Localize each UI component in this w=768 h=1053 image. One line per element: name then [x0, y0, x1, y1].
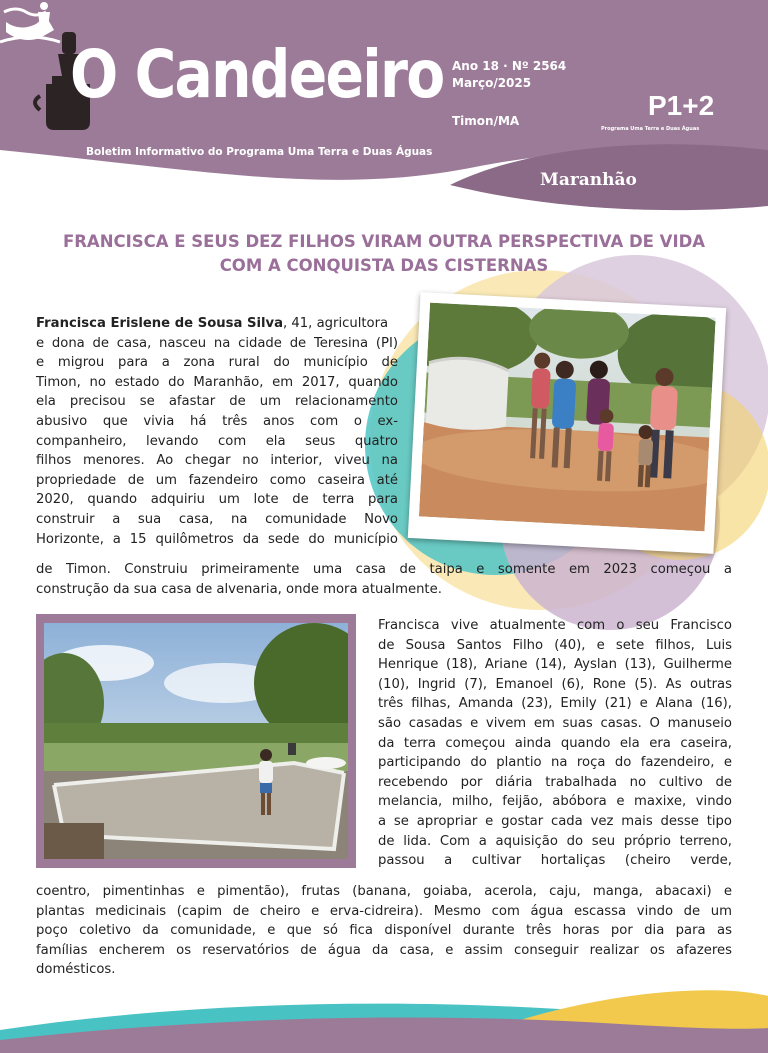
family-photo	[408, 292, 726, 554]
text-line: melancia, milho, feijão, abóbora e maxixe, vindo	[378, 794, 732, 810]
text-line: Francisca vive atualmente com o seu Francisco	[378, 618, 732, 633]
paragraph-2	[378, 616, 732, 871]
text-line: propriedade de um fazendeiro como caseira até	[36, 472, 398, 488]
family-photo-image	[419, 303, 716, 532]
text-line: Horizonte, a 15 quilômetros da sede do município	[36, 531, 398, 547]
text-line: de Sousa Santos Filho (40), e sete filhos, Luis	[378, 637, 732, 653]
masthead	[0, 0, 768, 210]
paragraph-1	[36, 314, 398, 549]
headline-line: COM A CONQUISTA DAS CISTERNAS	[219, 256, 549, 275]
text-line: a se apropriar e gostar cada vez mais desse tipo	[378, 813, 732, 829]
text-line: participando do plantio na roça do fazendeiro, e	[378, 755, 732, 771]
text-line: abusivo que vivia há três anos com o ex-	[36, 413, 398, 429]
headline-line: FRANCISCA E SEUS DEZ FILHOS VIRAM OUTRA PERSPECTIVA DE VIDA	[62, 232, 706, 251]
text-line: passou a cultivar hortaliças (cheiro verde,	[378, 853, 732, 869]
text-line: , 41, agricultora	[283, 316, 389, 331]
newsletter-subtitle: Boletim Informativo do Programa Uma Terra e Duas Águas	[86, 146, 433, 158]
paragraph-1-continued	[36, 560, 732, 599]
text-line: da terra começou ainda quando ela era caseira,	[378, 735, 732, 751]
text-line: coentro, pimentinhas e pimentão), frutas (banana, goiaba, acerola, caju, manga, abacaxi) e	[36, 884, 732, 899]
paragraph-2-continued	[36, 882, 732, 980]
issue-date: Março/2025	[452, 76, 532, 90]
text-line: 2020, quando adquiriu um lote de terra para	[36, 492, 398, 508]
text-line: de Timon. Construiu primeiramente uma casa de taipa e somente em 2023 começou a	[36, 562, 732, 577]
text-line: e dona de casa, nasceu na cidade de Teresina (PI)	[36, 335, 398, 351]
region-label: Maranhão	[540, 170, 637, 190]
person-name: Francisca Erislene de Sousa Silva	[36, 316, 284, 331]
text-line: recebendo por diária trabalhada no cultivo de	[378, 774, 732, 790]
construction-photo	[36, 614, 356, 868]
program-logo-text: P1+2	[648, 90, 715, 121]
newsletter-title: O Candeeiro	[70, 36, 444, 113]
text-line: construir a sua casa, na comunidade Novo	[36, 511, 398, 527]
text-line: três filhas, Amanda (23), Emily (21) e Alana (16),	[378, 696, 732, 712]
text-line: e migrou para a zona rural do município de	[36, 355, 398, 371]
text-line: filhos menores. Ao chegar no interior, viveu na	[36, 453, 398, 469]
issue-number: Ano 18 · Nº 2564	[452, 59, 567, 73]
text-line: Henrique (18), Ariane (14), Ayslan (13), Guilherme	[378, 657, 732, 673]
issue-city: Timon/MA	[452, 114, 520, 128]
text-line: plantas medicinais (capim de cheiro e erva-cidreira). Mesmo com água escassa vindo de um	[36, 903, 732, 919]
text-line: poço coletivo da comunidade, e que só fica disponível durante três horas por dia para as	[36, 923, 732, 939]
text-line: companheiro, levando com ela seus quatro	[36, 433, 398, 449]
text-line: (10), Ingrid (7), Emanoel (6), Rone (5). As outras	[378, 676, 732, 692]
issue-info	[452, 58, 566, 92]
program-logo-icon	[0, 0, 130, 60]
text-line: de lida. Com a aquisição do seu próprio terreno,	[378, 833, 732, 849]
footer-waves	[0, 990, 768, 1053]
text-line: domésticos.	[36, 962, 116, 978]
text-line: famílias encherem os reservatórios de água da casa, e assim conseguir realizar os afazeres	[36, 942, 732, 958]
program-logo-subtitle: Programa Uma Terra e Duas Águas	[601, 126, 700, 132]
text-line: Timon, no estado do Maranhão, em 2017, quando	[36, 374, 398, 390]
article-headline	[40, 230, 728, 278]
text-line: construção da sua casa de alvenaria, onde mora atualmente.	[36, 581, 442, 597]
text-line: ela precisou se afastar de um relacionamento	[36, 394, 398, 410]
construction-photo-image	[44, 623, 348, 859]
text-line: são casadas e vivem em suas casas. O manuseio	[378, 715, 732, 731]
